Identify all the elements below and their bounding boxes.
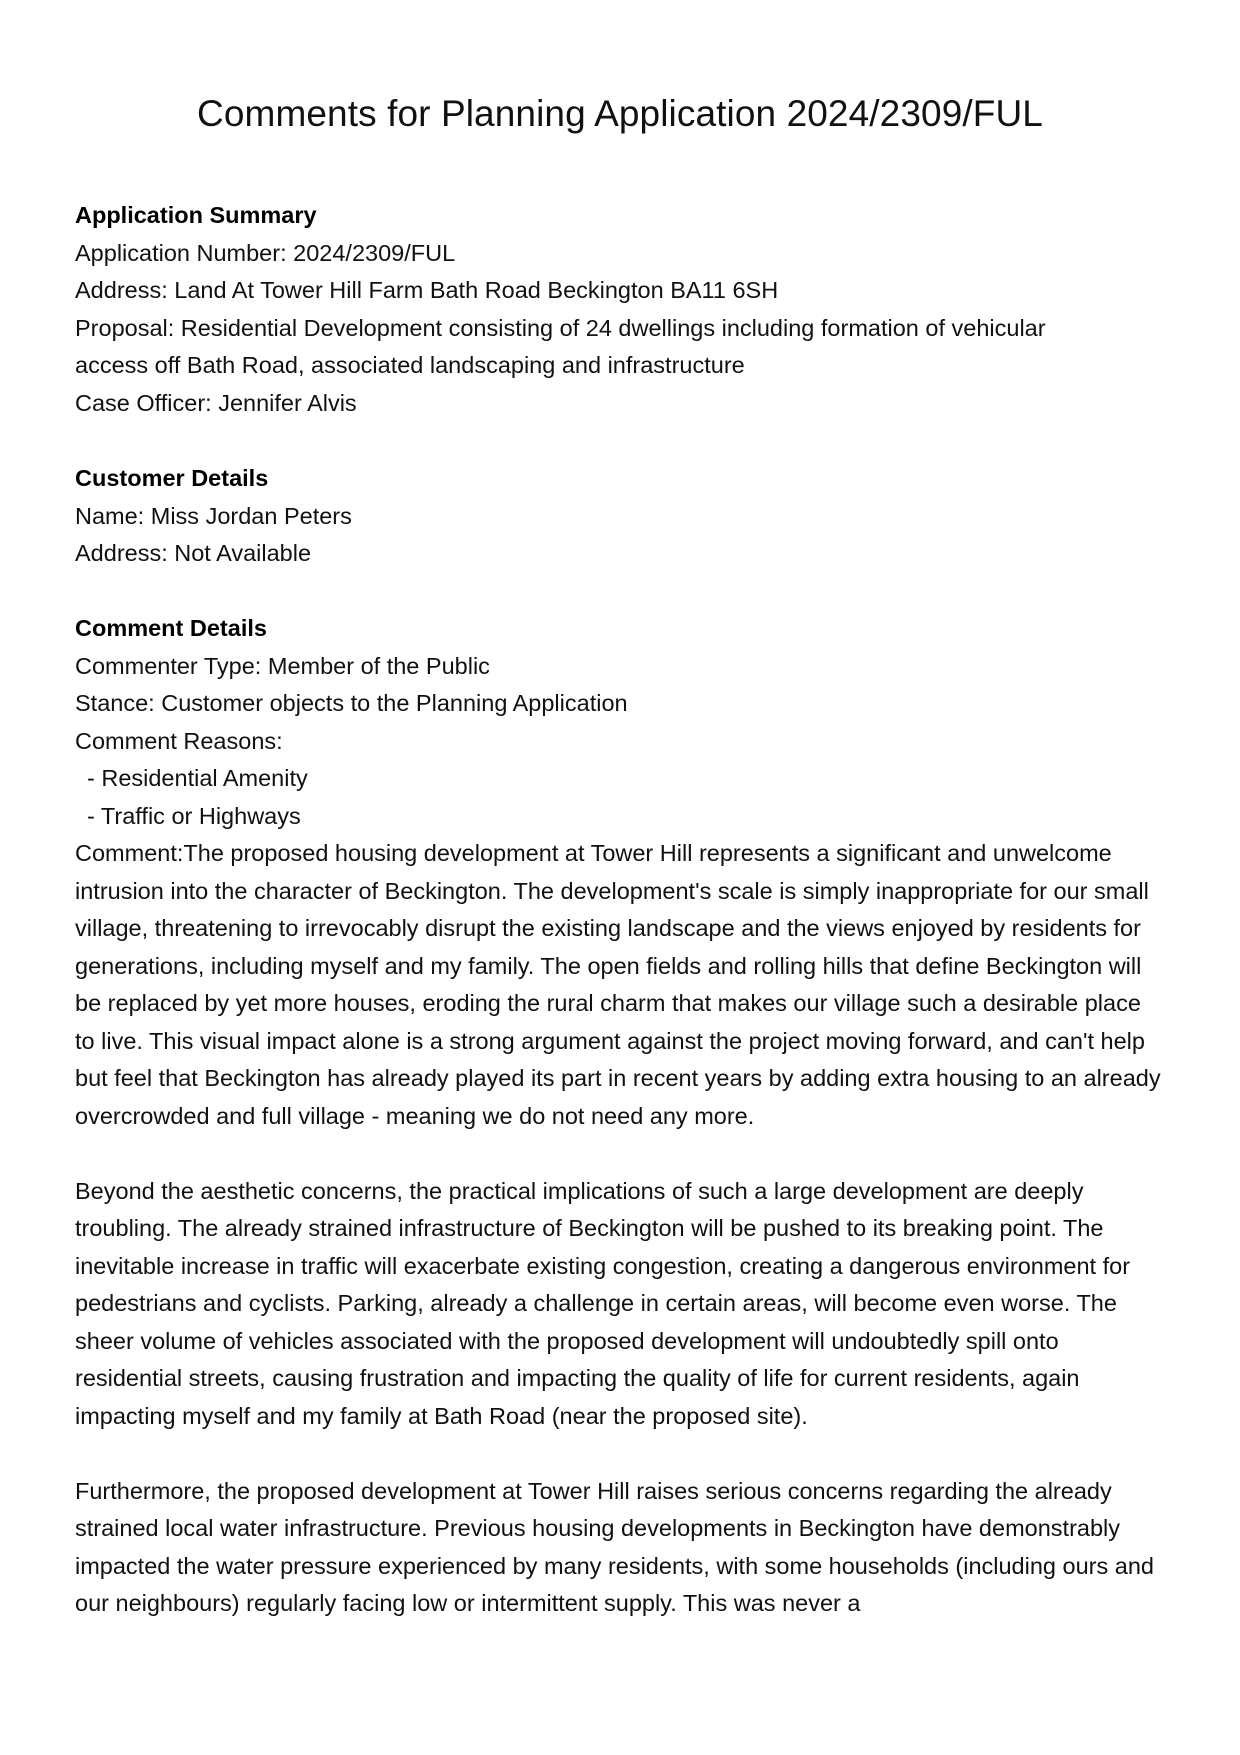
application-summary-heading: Application Summary: [75, 202, 317, 228]
customer-details-heading: Customer Details: [75, 465, 269, 491]
paragraph-spacer: [75, 1135, 1165, 1173]
case-officer: Case Officer: Jennifer Alvis: [75, 389, 357, 416]
application-summary-section: [75, 197, 1165, 422]
proposal-line-1: Proposal: Residential Development consisting of 24 dwellings including formation of vehicular: [75, 314, 1046, 341]
application-number: Application Number: 2024/2309/FUL: [75, 239, 456, 266]
paragraph-spacer: [75, 1435, 1165, 1473]
customer-details-section: [75, 460, 1165, 573]
comment-details-section: [75, 610, 1165, 1623]
proposal-line-2: access off Bath Road, associated landscaping and infrastructure: [75, 352, 745, 378]
comment-paragraph: Beyond the aesthetic concerns, the practical implications of such a large development are deeply troubling. The already strained infrastructure of Beckington will be pushed to its breaking point. The inevitable increase in traffic will exacerbate existing congestion, creating a dangerous environment for pedestrians and cyclists. Parking, already a challenge in certain areas, will become even worse. The sheer volume of vehicles associated with the proposed development will undoubtedly spill onto residential streets, causing frustration and impacting the quality of life for current residents, again impacting myself and my family at Bath Road (near the proposed site).: [75, 1177, 1131, 1429]
document-title: Comments for Planning Application 2024/2309/FUL: [197, 93, 1043, 134]
comment-paragraph: Furthermore, the proposed development at Tower Hill raises serious concerns regarding the already strained local water infrastructure. Previous housing developments in Beckington have demonstrably impacted the water pressure experienced by many residents, with some households (including ours and our neighbours) regularly facing low or intermittent supply. This was never a: [75, 1477, 1154, 1616]
comment-reason-item: - Traffic or Highways: [87, 802, 301, 829]
stance: Stance: Customer objects to the Planning Application: [75, 690, 628, 716]
application-address: Address: Land At Tower Hill Farm Bath Road Beckington BA11 6SH: [75, 277, 779, 303]
comment-paragraph: Comment:The proposed housing development at Tower Hill represents a significant and unwelcome intrusion into the character of Beckington. The development's scale is simply inappropriate for our small village, threatening to irrevocably disrupt the existing landscape and the views enjoyed by residents for generations, including myself and my family. The open fields and rolling hills that define Beckington will be replaced by yet more houses, eroding the rural charm that makes our village such a desirable place to live. This visual impact alone is a strong argument against the project moving forward, and can't help but feel that Beckington has already played its part in recent years by adding extra housing to an already overcrowded and full village - meaning we do not need any more.: [75, 840, 1161, 1129]
customer-address: Address: Not Available: [75, 540, 312, 566]
comment-details-heading: Comment Details: [75, 615, 267, 641]
comment-reasons-label: Comment Reasons:: [75, 727, 283, 754]
comment-reason-item: - Residential Amenity: [87, 765, 308, 791]
commenter-type: Commenter Type: Member of the Public: [75, 652, 490, 679]
customer-name: Name: Miss Jordan Peters: [75, 502, 352, 529]
